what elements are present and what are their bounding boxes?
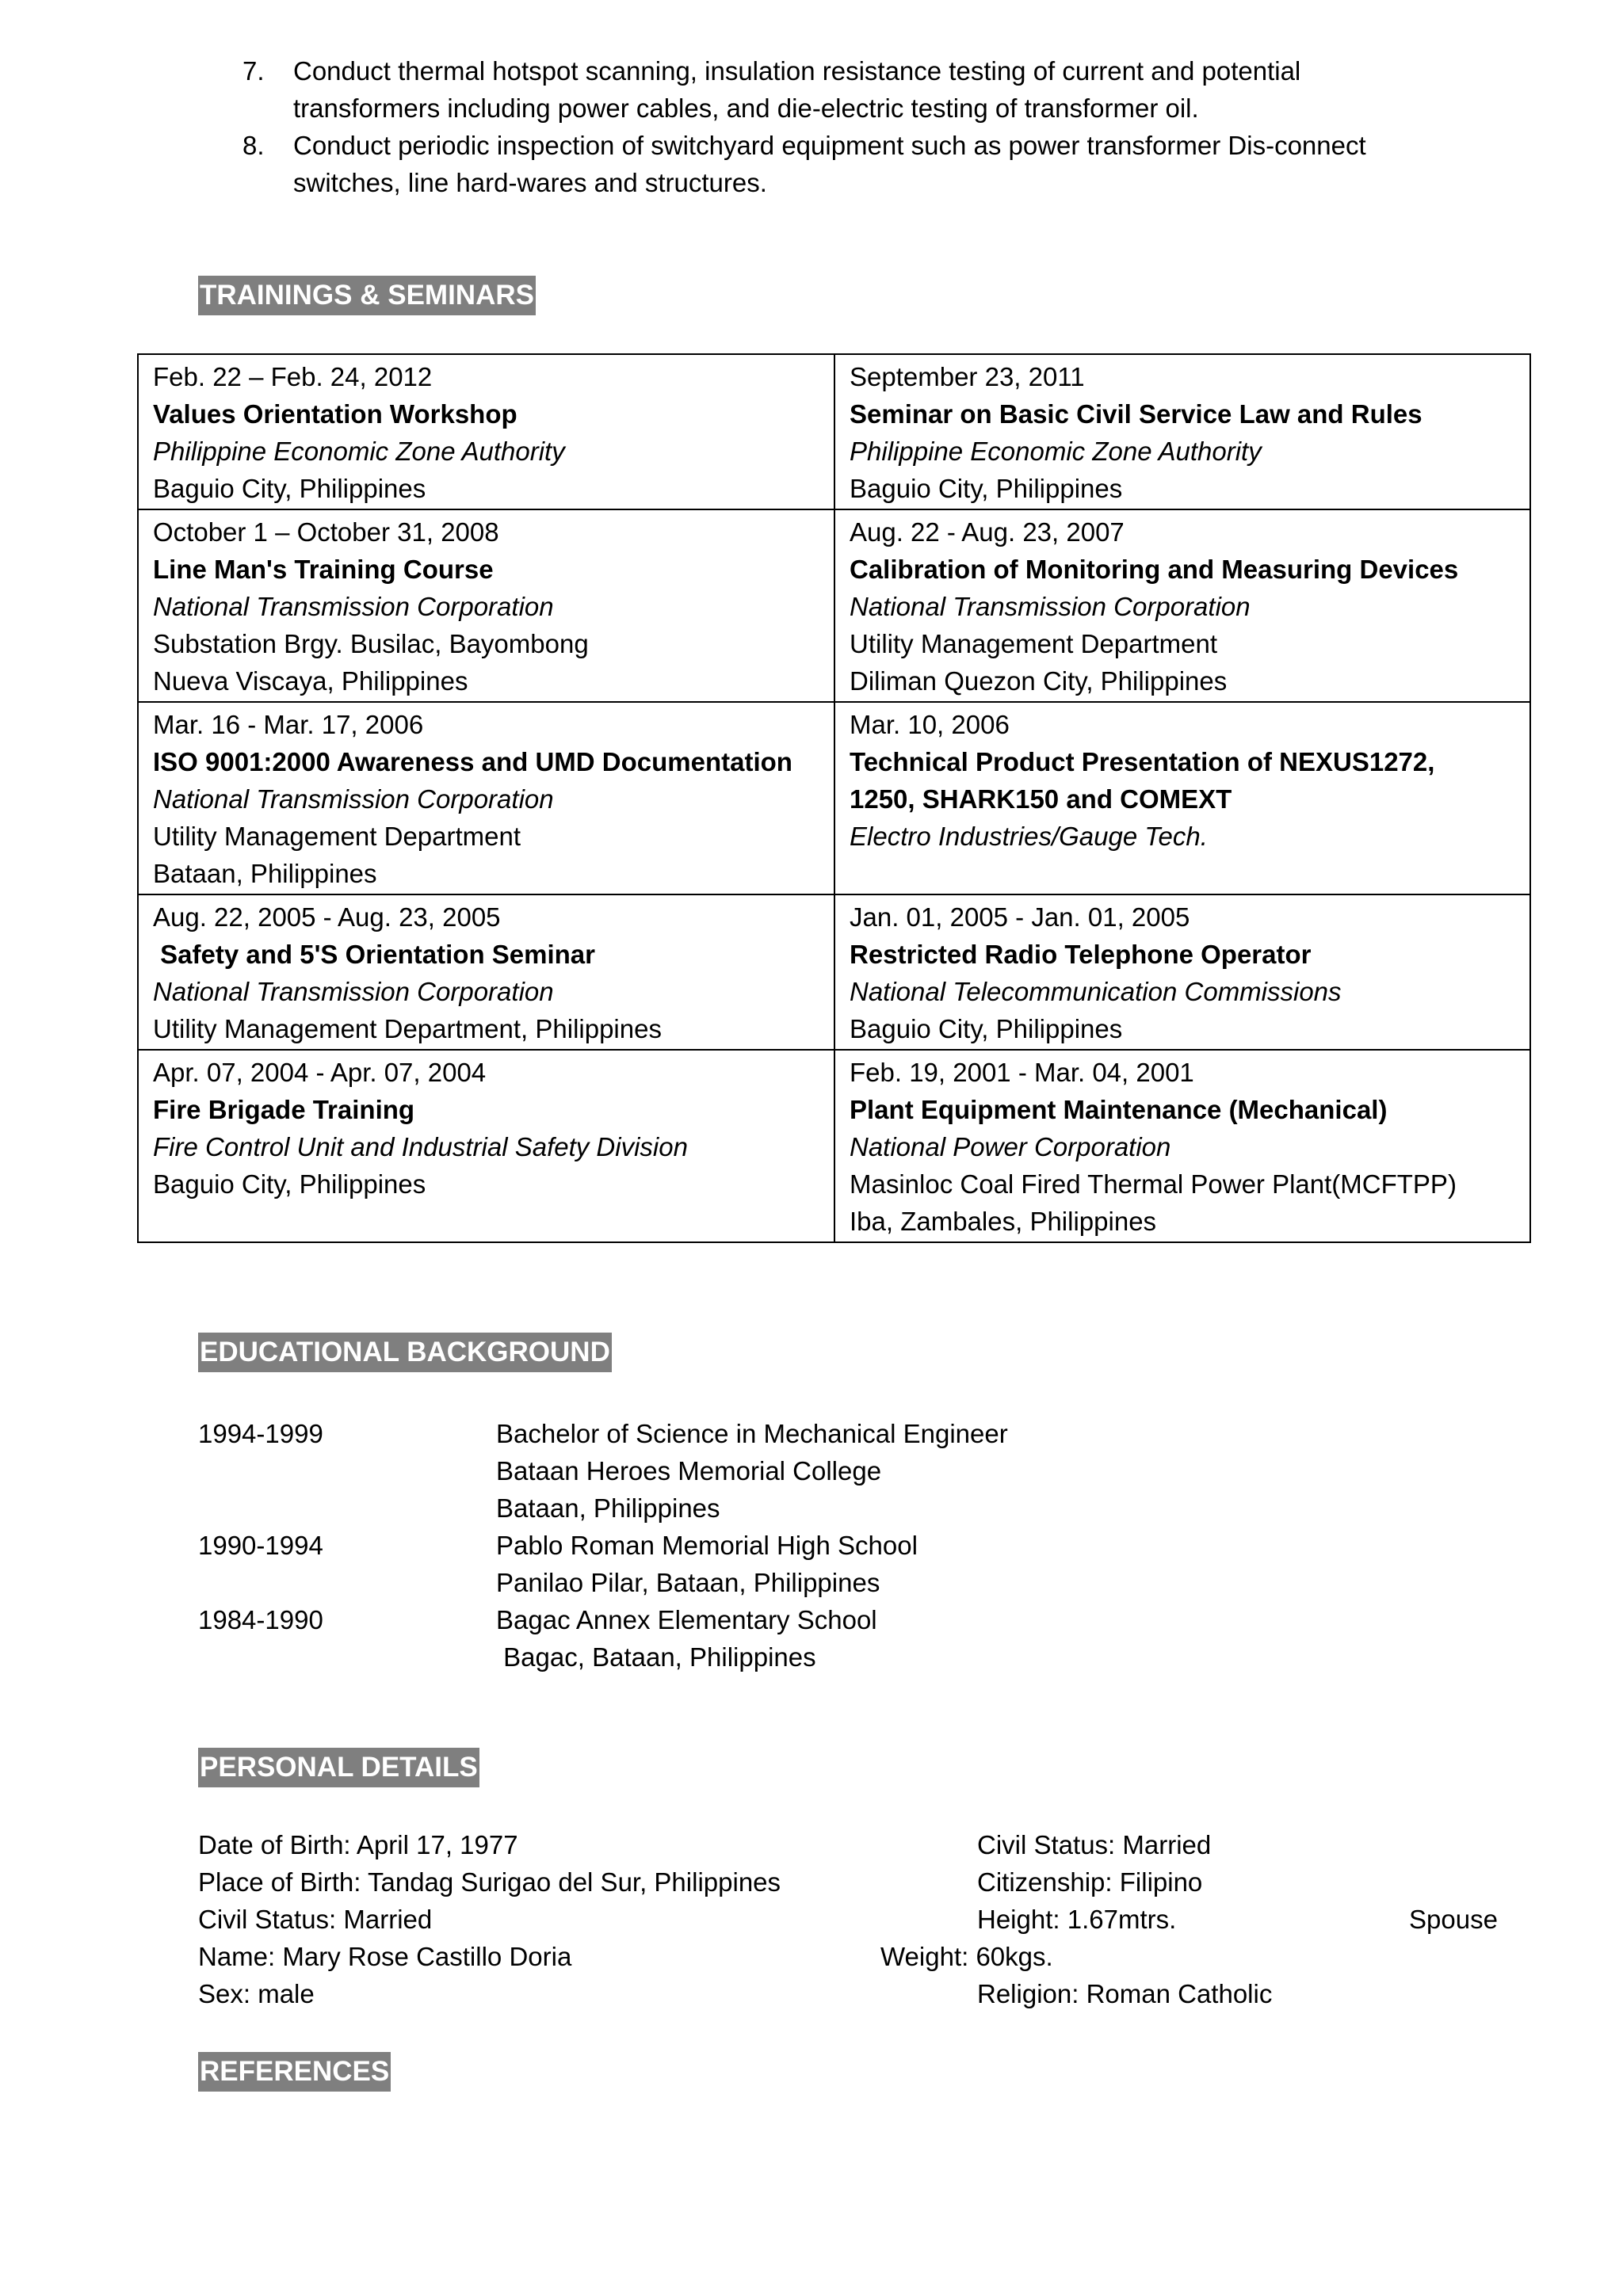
training-location: Bataan, Philippines	[153, 859, 377, 888]
training-date: Aug. 22, 2005 - Aug. 23, 2005	[153, 902, 501, 932]
education-line: Bagac Annex Elementary School	[496, 1605, 877, 1634]
training-org: Fire Control Unit and Industrial Safety Division	[153, 1132, 688, 1161]
training-cell	[138, 894, 834, 1050]
training-location: Baguio City, Philippines	[153, 474, 426, 503]
education-entry	[198, 1527, 1308, 1601]
trainings-table	[137, 353, 1531, 1243]
training-date: Mar. 10, 2006	[850, 710, 1010, 739]
list-line: Conduct thermal hotspot scanning, insulation resistance testing of current and potential	[293, 56, 1301, 86]
spouse-label: Spouse	[1409, 1905, 1498, 1934]
training-title: Fire Brigade Training	[153, 1095, 415, 1124]
training-location: Masinloc Coal Fired Thermal Power Plant(MCFTPP)	[850, 1169, 1457, 1199]
training-location: Nueva Viscaya, Philippines	[153, 666, 468, 696]
table-row	[138, 894, 1530, 1050]
date-of-birth: Date of Birth: April 17, 1977	[198, 1830, 518, 1859]
list-number: 7.	[242, 56, 265, 86]
list-line: transformers including power cables, and die-electric testing of transformer oil.	[293, 93, 1199, 123]
place-of-birth: Place of Birth: Tandag Surigao del Sur, Philippines	[198, 1867, 781, 1897]
training-cell	[834, 1050, 1530, 1242]
civil-status-left: Civil Status: Married	[198, 1905, 433, 1934]
training-cell	[138, 354, 834, 509]
training-title: Calibration of Monitoring and Measuring Devices	[850, 555, 1459, 584]
training-location: Baguio City, Philippines	[850, 474, 1123, 503]
training-date: October 1 – October 31, 2008	[153, 517, 499, 547]
training-cell	[834, 702, 1530, 894]
training-location: Utility Management Department	[850, 629, 1218, 658]
list-number: 8.	[242, 131, 265, 160]
training-cell	[834, 354, 1530, 509]
training-title: Values Orientation Workshop	[153, 399, 517, 429]
table-row	[138, 1050, 1530, 1242]
education-years: 1994-1999	[198, 1419, 323, 1448]
trainings-heading: TRAININGS & SEMINARS	[198, 276, 536, 315]
training-org: Philippine Economic Zone Authority	[850, 437, 1262, 466]
training-title: Line Man's Training Course	[153, 555, 494, 584]
education-line: Bachelor of Science in Mechanical Engineer	[496, 1419, 1008, 1448]
education-heading: EDUCATIONAL BACKGROUND	[198, 1333, 612, 1372]
training-date: Feb. 19, 2001 - Mar. 04, 2001	[850, 1058, 1194, 1087]
training-org: National Power Corporation	[850, 1132, 1171, 1161]
list-item	[242, 52, 1479, 127]
training-location: Baguio City, Philippines	[850, 1014, 1123, 1043]
training-title: Seminar on Basic Civil Service Law and Rules	[850, 399, 1423, 429]
education-line: Bataan Heroes Memorial College	[496, 1456, 882, 1486]
training-org: National Transmission Corporation	[153, 592, 554, 621]
education-line: Bagac, Bataan, Philippines	[496, 1642, 816, 1672]
training-title: Safety and 5'S Orientation Seminar	[153, 940, 596, 969]
references-heading: REFERENCES	[198, 2052, 391, 2092]
training-org: National Transmission Corporation	[850, 592, 1251, 621]
training-location: Iba, Zambales, Philippines	[850, 1207, 1157, 1236]
education-entry	[198, 1601, 1308, 1676]
training-date: September 23, 2011	[850, 362, 1085, 391]
training-cell	[834, 509, 1530, 702]
duties-list	[242, 52, 1479, 201]
training-cell	[834, 894, 1530, 1050]
education-entry	[198, 1415, 1308, 1527]
spouse-name: Name: Mary Rose Castillo Doria	[198, 1942, 572, 1971]
training-org: National Telecommunication Commissions	[850, 977, 1342, 1006]
education-years: 1984-1990	[198, 1605, 323, 1634]
height: Height: 1.67mtrs.	[977, 1905, 1177, 1934]
table-row	[138, 509, 1530, 702]
list-item	[242, 127, 1479, 201]
training-location: Substation Brgy. Busilac, Bayombong	[153, 629, 589, 658]
education-line: Panilao Pilar, Bataan, Philippines	[496, 1568, 880, 1597]
citizenship: Citizenship: Filipino	[977, 1867, 1203, 1897]
list-line: switches, line hard-wares and structures.	[293, 168, 767, 197]
table-row	[138, 702, 1530, 894]
training-cell	[138, 702, 834, 894]
training-cell	[138, 1050, 834, 1242]
training-org: National Transmission Corporation	[153, 784, 554, 814]
training-org: Electro Industries/Gauge Tech.	[850, 822, 1208, 851]
training-title: Technical Product Presentation of NEXUS1272,	[850, 747, 1435, 776]
training-title: ISO 9001:2000 Awareness and UMD Documentation	[153, 747, 792, 776]
training-title: Plant Equipment Maintenance (Mechanical)	[850, 1095, 1388, 1124]
training-date: Jan. 01, 2005 - Jan. 01, 2005	[850, 902, 1190, 932]
training-date: Mar. 16 - Mar. 17, 2006	[153, 710, 424, 739]
training-org: National Transmission Corporation	[153, 977, 554, 1006]
civil-status-right: Civil Status: Married	[977, 1830, 1212, 1859]
education-years: 1990-1994	[198, 1531, 323, 1560]
training-location: Utility Management Department	[153, 822, 521, 851]
training-date: Aug. 22 - Aug. 23, 2007	[850, 517, 1125, 547]
list-line: Conduct periodic inspection of switchyard equipment such as power transformer Dis-connect	[293, 131, 1366, 160]
education-list	[198, 1415, 1308, 1676]
training-date: Apr. 07, 2004 - Apr. 07, 2004	[153, 1058, 487, 1087]
training-title: Restricted Radio Telephone Operator	[850, 940, 1312, 969]
sex: Sex: male	[198, 1979, 315, 2008]
weight: Weight: 60kgs.	[880, 1942, 1053, 1971]
training-location: Utility Management Department, Philippines	[153, 1014, 662, 1043]
training-title: 1250, SHARK150 and COMEXT	[850, 784, 1232, 814]
training-location: Diliman Quezon City, Philippines	[850, 666, 1228, 696]
table-row	[138, 354, 1530, 509]
personal-heading: PERSONAL DETAILS	[198, 1748, 479, 1787]
training-location: Baguio City, Philippines	[153, 1169, 426, 1199]
training-org: Philippine Economic Zone Authority	[153, 437, 565, 466]
training-date: Feb. 22 – Feb. 24, 2012	[153, 362, 433, 391]
religion: Religion: Roman Catholic	[977, 1979, 1273, 2008]
training-cell	[138, 509, 834, 702]
education-line: Pablo Roman Memorial High School	[496, 1531, 918, 1560]
education-line: Bataan, Philippines	[496, 1493, 720, 1523]
